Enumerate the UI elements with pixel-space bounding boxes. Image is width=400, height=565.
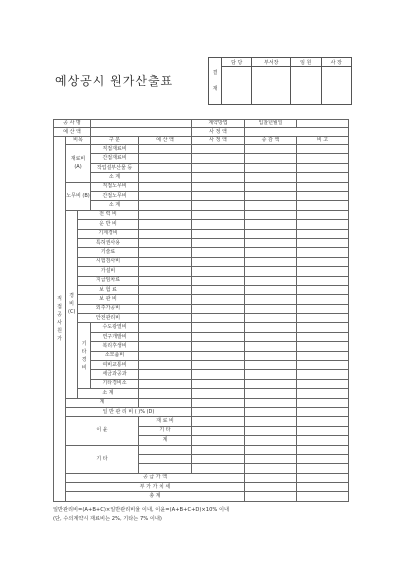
approval-header-executive: 임 원 [291,58,321,67]
col-budget: 예 산 액 [139,136,192,144]
expense-item: 보 험 료 [78,285,139,294]
contract-method-label: 계약방법 [192,120,245,128]
material-item: 직접재료비 [91,145,139,154]
vat-label: 부 가 가 치 세 [66,483,245,492]
labor-subtotal: 소 계 [91,201,139,210]
approval-side-label: 결 재 [209,58,222,105]
approval-sign-president[interactable] [321,67,352,105]
col-category: 구 분 [91,136,139,144]
material-subtotal: 소 계 [91,173,139,182]
design-amount-input[interactable] [245,128,349,136]
expense-item: 운 반 비 [78,220,139,229]
approval-sign-manager[interactable] [252,67,291,105]
project-name-label: 공 사 명 [54,120,91,128]
expense-item: 시험검사비 [78,257,139,266]
material-item: 간접재료비 [91,154,139,163]
expense-subtotal: 소 계 [78,389,139,398]
bid-date-label: 입찰년월일 [245,120,297,128]
page-title: 예상공시 원가산출표 [55,74,174,88]
general-admin-label: 일 반 관 리 비 ( )% (D) [66,407,192,416]
bid-date-input[interactable] [297,120,349,128]
expenses-section-label: 경비 (C) [66,210,78,398]
material-section-label: 재료비 (A) [66,145,91,183]
other-expense-item: 수도광열비 [91,323,139,332]
footnote-formula: 일반관리비=(A+B+C)×일반관리비율 이내, 이윤=(A+B+C+D)×10% 이내 [53,507,229,513]
other-expense-item: 세금과공과 [91,370,139,379]
profit-total: 계 [139,436,192,445]
expense-item: 안전관리비 [78,314,139,323]
footnote-exception: (단, 수의계약시 재료비는 2%, 기타는 7% 이내) [53,516,162,522]
project-name-input[interactable] [91,120,192,128]
net-cost-section-label: 직접공사원가 [54,136,66,501]
labor-item: 직접노무비 [91,182,139,191]
labor-section-label: 노무비 (B) [66,182,91,210]
expense-item: 지급임차료 [78,276,139,285]
col-change: 증 감 액 [245,136,297,144]
budget-input[interactable] [91,128,192,136]
profit-label: 이 윤 [66,417,139,445]
profit-item: 기 타 [139,426,192,435]
other-expense-item: 소모품비 [91,351,139,360]
expense-item: 전 력 비 [78,210,139,219]
cost-table [53,119,349,502]
approval-header-president: 사 장 [321,58,352,67]
profit-item: 재 료 비 [139,417,192,426]
net-cost-total: 계 [66,398,139,407]
design-amount-label: 사 정 액 [192,128,245,136]
approval-sign-staff[interactable] [222,67,252,105]
other-expenses-section-label: 기타경비 [78,323,91,389]
other-label: 기 타 [66,445,139,473]
approval-header-staff: 담 당 [222,58,252,67]
grand-total-label: 총 계 [66,492,245,502]
expense-item: 특허권사용 [78,238,139,247]
other-expense-item: 기타경비소 [91,379,139,388]
col-note: 비 고 [297,136,349,144]
other-expense-item: 복리후생비 [91,342,139,351]
expense-item: 기계경비 [78,229,139,238]
expense-item: 기술료 [78,248,139,257]
supply-amount-label: 공 급 가 액 [66,473,245,482]
col-expense: 비목 [66,136,91,144]
expense-item: 가설비 [78,267,139,276]
col-design: 사 정 액 [192,136,245,144]
labor-item: 간접노무비 [91,191,139,200]
expense-item: 외주가공비 [78,304,139,313]
other-expense-item: 여비교통비 [91,361,139,370]
other-expense-item: 연구개발비 [91,332,139,341]
approval-sign-executive[interactable] [291,67,321,105]
expense-item: 보 관 비 [78,295,139,304]
budget-label: 예 산 액 [54,128,91,136]
approval-box [208,57,352,105]
material-item: 작업설부산물 등 [91,163,139,172]
approval-header-manager: 부서장 [252,58,291,67]
footnotes [53,506,229,524]
